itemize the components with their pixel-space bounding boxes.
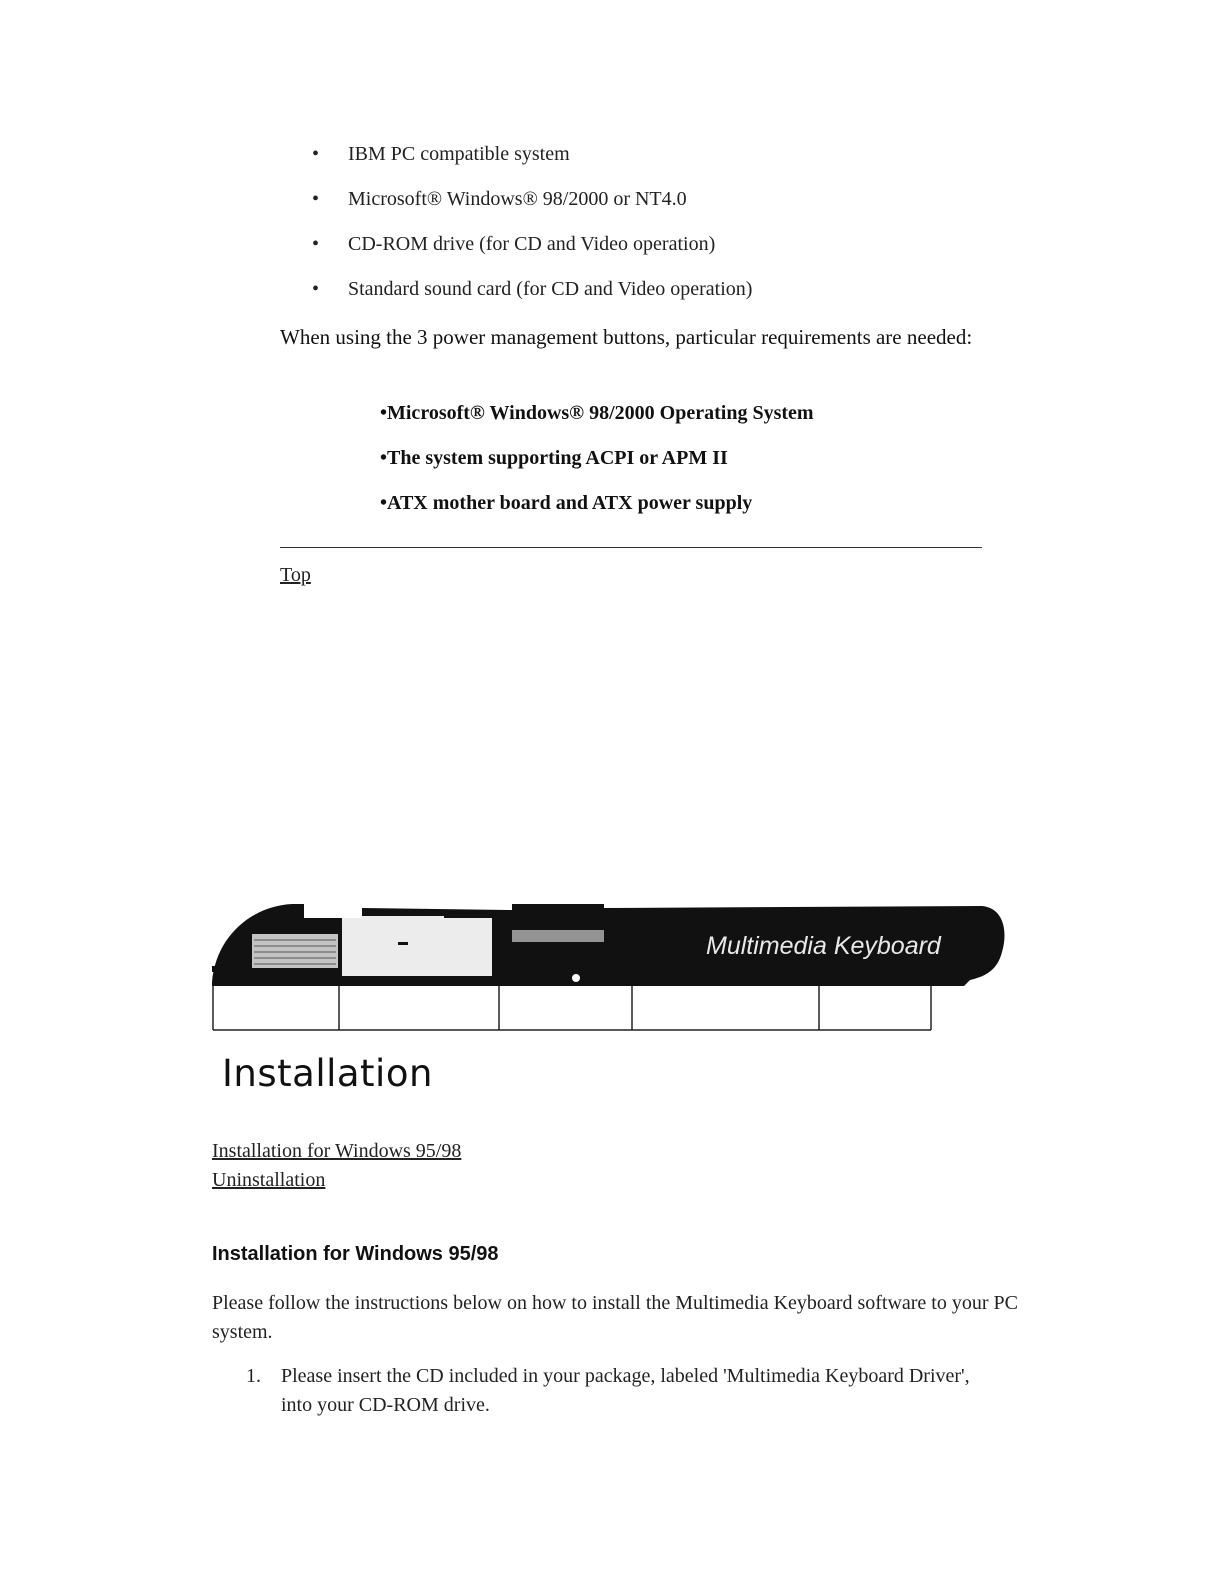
section-heading: Installation for Windows 95/98 [212, 1243, 499, 1265]
power-requirements-intro: When using the 3 power management buttons, particular requirements are needed: [280, 325, 973, 349]
requirement-text: IBM PC compatible system [348, 143, 570, 165]
list-item: •The system supporting ACPI or APM II [380, 447, 728, 469]
list-item: •ATX mother board and ATX power supply [380, 492, 753, 514]
banner-title: Multimedia Keyboard [706, 932, 941, 960]
banner-stripe [398, 942, 408, 945]
requirement-text: Standard sound card (for CD and Video operation) [348, 278, 753, 300]
install-intro: Please follow the instructions below on how to install the Multimedia Keyboard software to your PC system. [212, 1292, 1018, 1343]
horizontal-divider [280, 547, 982, 548]
list-item: •Microsoft® Windows® 98/2000 Operating System [380, 402, 814, 424]
banner-underline [212, 966, 242, 972]
page-title: Installation [222, 1052, 433, 1095]
bullet-glyph: • [312, 143, 320, 165]
bullet-glyph: • [312, 233, 320, 255]
banner-cell-grid [213, 986, 931, 1030]
banner-highlight [512, 930, 604, 942]
bullet-glyph: • [312, 188, 320, 210]
installation-link[interactable]: Installation for Windows 95/98 [212, 1140, 462, 1162]
top-link[interactable]: Top [280, 564, 311, 586]
product-banner [212, 896, 1008, 1036]
bullet-glyph: • [312, 278, 320, 300]
banner-highlight [342, 916, 492, 976]
requirement-text: Microsoft® Windows® 98/2000 or NT4.0 [348, 188, 687, 210]
banner-stripe [444, 914, 604, 918]
banner-dot [572, 974, 580, 982]
banner-hatch [252, 934, 338, 968]
power-requirements-list [380, 398, 814, 533]
step-text: Please insert the CD included in your package, labeled 'Multimedia Keyboard Driver', into your CD-ROM drive. [281, 1365, 970, 1416]
banner-graphic [212, 896, 1008, 1036]
requirement-text: CD-ROM drive (for CD and Video operation) [348, 233, 716, 255]
step-number: 1. [246, 1365, 261, 1387]
uninstallation-link[interactable]: Uninstallation [212, 1169, 326, 1191]
